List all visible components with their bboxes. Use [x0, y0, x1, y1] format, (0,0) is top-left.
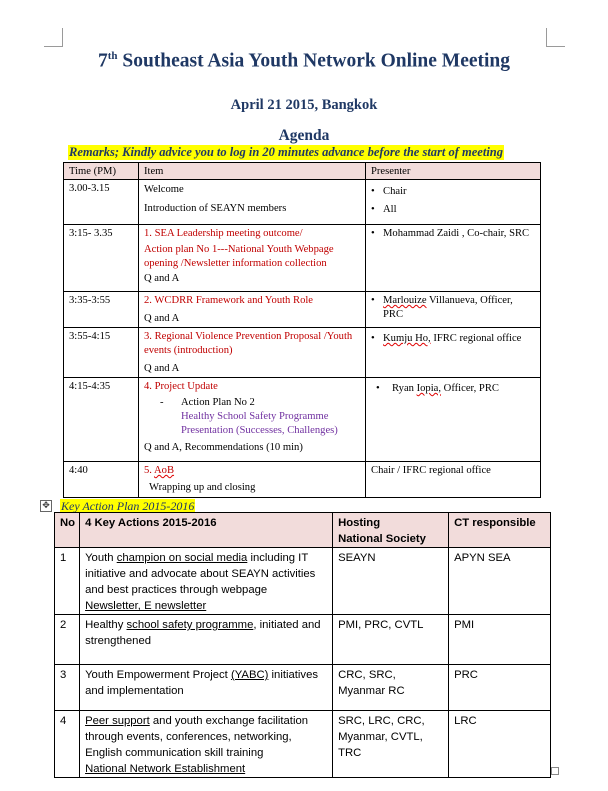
table-row [55, 711, 551, 778]
item-line: 2. WCDRR Framework and Youth Role [144, 295, 314, 306]
action-header-row [55, 513, 551, 548]
item-line: 3. Regional Violence Prevention Proposal /Youth events (introduction) [144, 331, 353, 356]
item-line: Action plan No 1---National Youth Webpage opening /Newsletter information collection [144, 244, 334, 269]
agenda-row [64, 378, 541, 462]
table-row [55, 665, 551, 711]
agenda-row [64, 225, 541, 292]
no-cell: 2 [55, 615, 80, 665]
bullet-icon: • [371, 204, 375, 215]
ct-cell: APYN SEA [449, 548, 551, 615]
document-title: 7th Southeast Asia Youth Network Online Meeting [97, 50, 511, 72]
no-cell: 1 [55, 548, 80, 615]
item-line: Welcome [144, 184, 184, 195]
no-cell: 4 [55, 711, 80, 778]
bullet-icon: • [376, 383, 380, 394]
key-action-plan-label: Key Action Plan 2015-2016 [61, 499, 195, 513]
sub-item [144, 396, 360, 438]
date-line: April 21 2015, Bangkok [230, 97, 378, 113]
time-cell: 3:15- 3.35 [64, 225, 139, 292]
bullet-icon: • [371, 228, 375, 239]
column-header: No [55, 513, 80, 548]
ct-cell: PRC [449, 665, 551, 711]
ct-cell: PMI [449, 615, 551, 665]
presenter-name: Chair [383, 186, 407, 197]
remarks-note: Remarks; Kindly advice you to log in 20 minutes advance before the start of meeting [69, 145, 504, 159]
presenter-name: Ryan Iopia, Officer, PRC [392, 383, 499, 394]
key-actions-table [54, 512, 551, 778]
agenda-row [64, 292, 541, 328]
presenter-name: Marlouize Villanueva, Officer, PRC [383, 295, 513, 320]
agenda-heading: Agenda [278, 127, 330, 144]
column-header: Item [139, 163, 366, 180]
presenter-cell [366, 378, 541, 462]
crop-mark-top-right [546, 28, 565, 47]
column-header: Presenter [366, 163, 541, 180]
item-line: Q and A [144, 273, 180, 284]
table-row [55, 615, 551, 665]
item-line: 1. SEA Leadership meeting outcome/ [144, 228, 303, 239]
bullet-icon: • [371, 295, 375, 306]
move-handle-icon[interactable]: ✥ [40, 500, 52, 512]
item-line: 5. AoB [144, 465, 175, 476]
agenda-row [64, 180, 541, 225]
dash-icon: - [160, 397, 164, 408]
item-cell [139, 378, 366, 462]
column-header: 4 Key Actions 2015-2016 [80, 513, 333, 548]
item-cell [139, 292, 366, 328]
table-resize-handle[interactable] [551, 767, 559, 775]
hosting-cell: CRC, SRC, Myanmar RC [333, 665, 449, 711]
column-header: CT responsible [449, 513, 551, 548]
presenter-cell [366, 225, 541, 292]
item-line: Wrapping up and closing [149, 482, 256, 493]
agenda-row [64, 328, 541, 378]
time-cell: 3:55-4:15 [64, 328, 139, 378]
column-header: Time (PM) [64, 163, 139, 180]
presenter-name: Kumju Ho, IFRC regional office [383, 333, 522, 344]
presenter-cell: Chair / IFRC regional office [366, 462, 541, 498]
time-cell: 4:15-4:35 [64, 378, 139, 462]
bullet-icon: • [371, 186, 375, 197]
agenda-row [64, 462, 541, 498]
presenter-name: All [383, 204, 397, 215]
agenda-header-row [64, 163, 541, 180]
action-cell: Youth champion on social media including IT initiative and advocate about SEAYN activities and best practices through webpage Newsletter, E newsletter [80, 548, 333, 615]
item-line: Introduction of SEAYN members [144, 203, 287, 214]
time-cell: 3:35-3:55 [64, 292, 139, 328]
item-line: Healthy School Safety Programme Presentation (Successes, Challenges) [181, 411, 338, 436]
presenter-name: Mohammad Zaidi , Co-chair, SRC [383, 228, 530, 239]
time-cell: 4:40 [64, 462, 139, 498]
ct-cell: LRC [449, 711, 551, 778]
action-cell: Peer support and youth exchange facilitation through events, conferences, networking, English communication skill training National Network Establishment [80, 711, 333, 778]
hosting-cell: SRC, LRC, CRC, Myanmar, CVTL, TRC [333, 711, 449, 778]
bullet-icon: • [371, 333, 375, 344]
agenda-table [63, 162, 541, 498]
column-header: Hosting National Society [333, 513, 449, 548]
action-cell: Healthy school safety programme, initiated and strengthened [80, 615, 333, 665]
item-cell [139, 225, 366, 292]
action-cell: Youth Empowerment Project (YABC) initiatives and implementation [80, 665, 333, 711]
crop-mark-top-left [44, 28, 63, 47]
no-cell: 3 [55, 665, 80, 711]
presenter-cell [366, 328, 541, 378]
item-line: Q and A, Recommendations (10 min) [144, 442, 303, 453]
table-row [55, 548, 551, 615]
presenter-cell [366, 180, 541, 225]
hosting-cell: SEAYN [333, 548, 449, 615]
item-line: Q and A [144, 313, 180, 324]
item-cell [139, 180, 366, 225]
time-cell: 3.00-3.15 [64, 180, 139, 225]
item-line: Q and A [144, 363, 180, 374]
hosting-cell: PMI, PRC, CVTL [333, 615, 449, 665]
item-cell [139, 462, 366, 498]
item-line: Action Plan No 2 [181, 397, 255, 408]
item-cell [139, 328, 366, 378]
item-line: 4. Project Update [144, 381, 218, 392]
presenter-cell [366, 292, 541, 328]
